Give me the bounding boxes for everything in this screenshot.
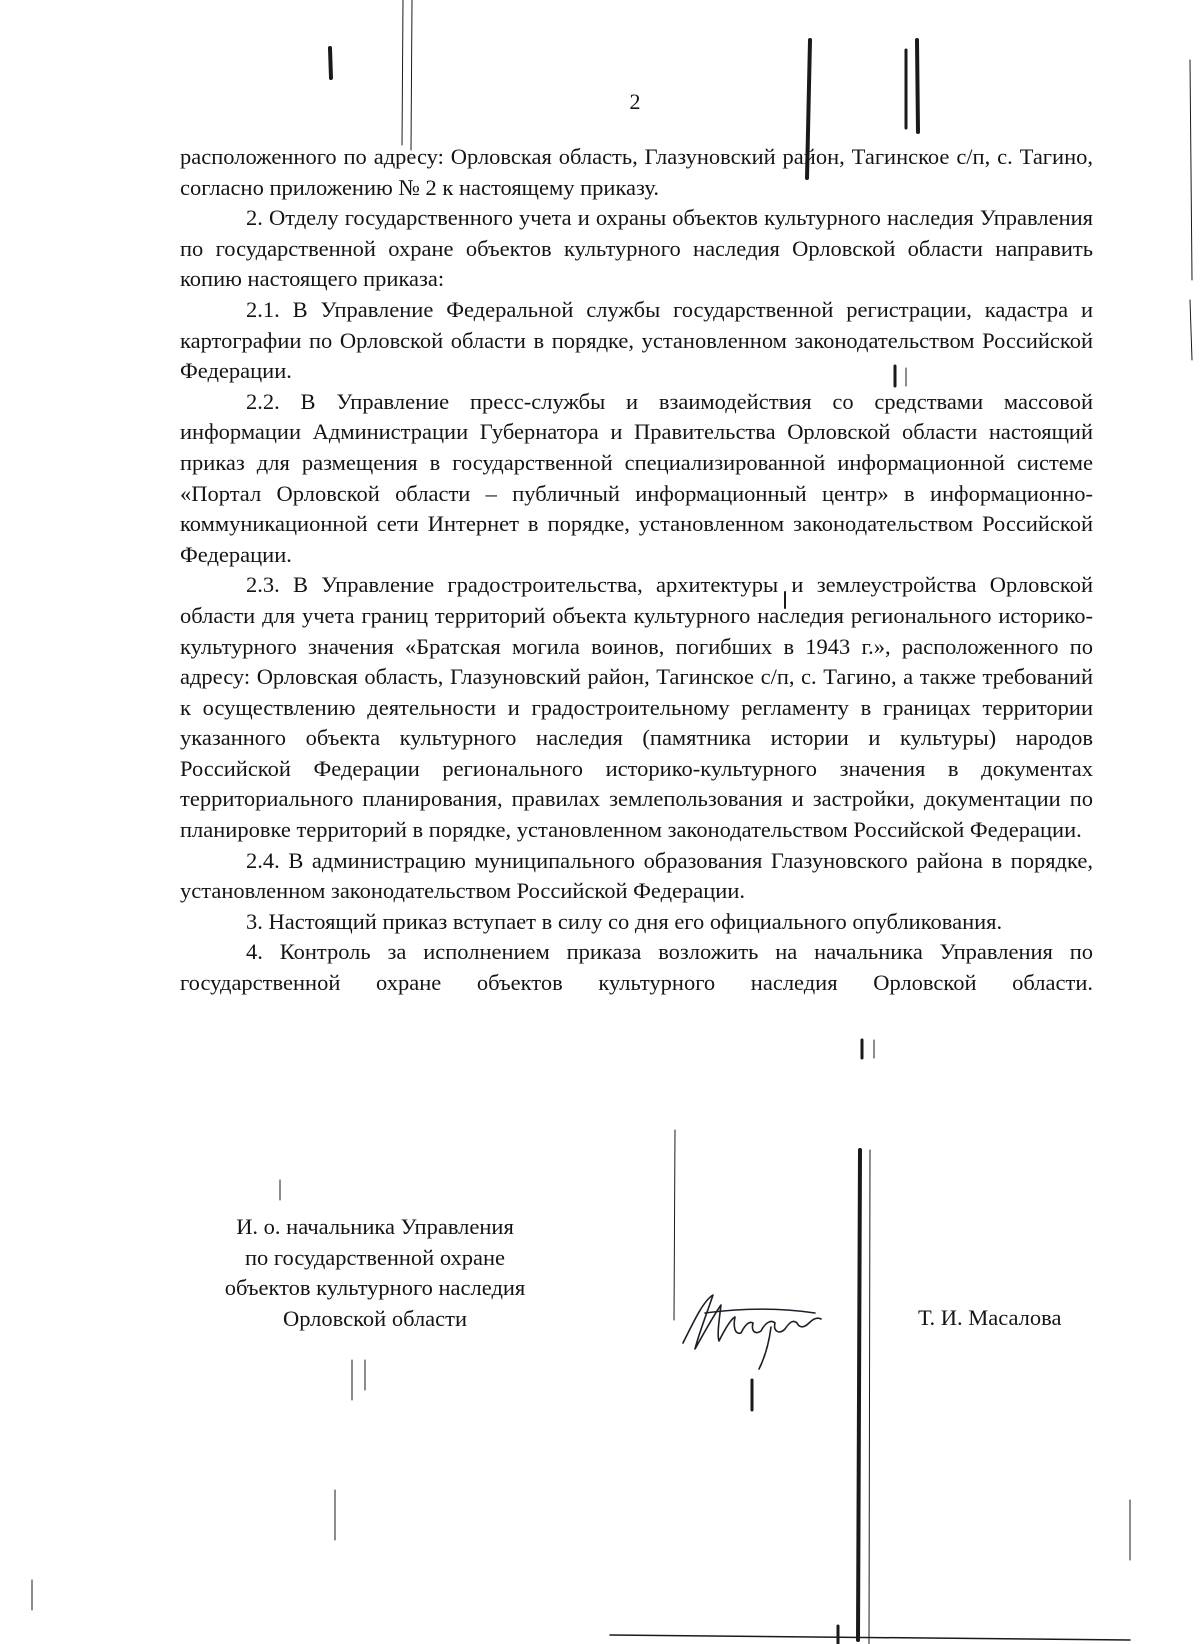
paragraph-2: 2. Отделу государственного учета и охраны объектов культурного наследия Управления по государственной охране объектов культурного наследия Орловской области направить копию настоящего приказа: <box>180 205 1093 292</box>
signatory-position-line: объектов культурного наследия <box>224 1275 526 1301</box>
signatory-name: Т. И. Масалова <box>918 1305 1062 1330</box>
handwritten-signature-icon <box>675 1283 825 1373</box>
signatory-position-line: И. о. начальника Управления <box>236 1214 514 1239</box>
signatory-position-line: по государственной охране <box>244 1244 506 1270</box>
paragraph-address-continuation: расположенного по адресу: Орловская область, Глазуновский район, Тагинское с/п, с. Тагино, согласно приложению № 2 к настоящему приказу. <box>180 144 1093 200</box>
signatory-position <box>180 1212 570 1334</box>
paragraph-2-4: 2.4. В администрацию муниципального образования Глазуновского района в порядке, установленном законодательством Российской Федерации. <box>180 847 1093 904</box>
paragraph-2-3: 2.3. В Управление градостроительства, архитектуры и землеустройства Орловской области для учета границ территорий объекта культурного наследия регионального историко-культурного значения «Братская могила воинов, погибших в 1943 г.», расположенного по адресу: Орловская область, Глазуновский район, Тагинское с/п, с. Тагино, а также требований к осуществлению деятельности и градостроительному регламенту в границах территории указанного объекта культурного наследия (памятника истории и культуры) народов Российской Федерации регионального историко-культурного значения в документах территориального планирования, правилах землепользования и застройки, документации по планировке территорий в порядке, установленном законодательством Российской Федерации. <box>180 572 1093 843</box>
paragraph-2-2: 2.2. В Управление пресс-службы и взаимодействия со средствами массовой информации Администрации Губернатора и Правительства Орловской области настоящий приказ для размещения в государственной специализированной информационной системе «Портал Орловской области – публичный информационный центр» в информационно-коммуникационной сети Интернет в порядке, установленном законодательством Российской Федерации. <box>180 388 1093 567</box>
paragraph-4: 4. Контроль за исполнением приказа возложить на начальника Управления по государственной охране объектов культурного наследия Орловской области. <box>180 939 1093 996</box>
signatory-position-line: Орловской области <box>282 1305 468 1331</box>
paragraph-2-1: 2.1. В Управление Федеральной службы государственной регистрации, кадастра и картографии по Орловской области в порядке, установленном законодательством Российской Федерации. <box>180 296 1093 384</box>
page-number: 2 <box>629 89 641 114</box>
paragraph-3: 3. Настоящий приказ вступает в силу со дня его официального опубликования. <box>246 908 1003 934</box>
